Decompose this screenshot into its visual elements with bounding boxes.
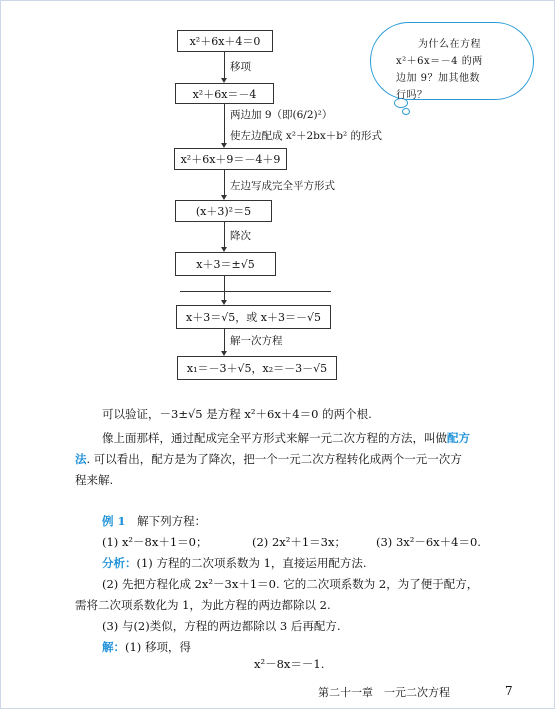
flow-label-6: 解一次方程 xyxy=(230,335,283,347)
flow-label-1: 移项 xyxy=(230,61,251,73)
bubble-line: 行吗？ xyxy=(396,90,428,101)
definition-text: 像上面那样，通过配成完全平方形式来解一元二次方程的方法，叫做 xyxy=(102,431,447,445)
example-label: 例 1 xyxy=(102,514,126,528)
flow-step-text: (x＋3)²＝5 xyxy=(195,205,252,218)
analysis-line-2: (2) 先把方程化成 2x²－3x＋1＝0. 它的二次项系数为 2，为了便于配方， xyxy=(102,577,479,591)
bubble-line: 边加 9？加其他数 xyxy=(396,73,481,84)
analysis-label: 分析： xyxy=(102,556,137,570)
definition-line-1 xyxy=(102,430,470,446)
solution-text: (1) 移项，得 xyxy=(125,640,191,654)
flow-step-5 xyxy=(175,252,276,276)
flow-connector xyxy=(224,222,225,249)
flow-step-1 xyxy=(177,30,273,52)
analysis-line-1 xyxy=(102,555,367,571)
flow-label-3: 使左边配成 x²＋2bx＋b² 的形式 xyxy=(230,130,383,142)
flow-step-7 xyxy=(177,356,337,380)
flow-step-text: x²＋6x＋4＝0 xyxy=(189,35,261,48)
flow-step-text: x₁＝－3＋√5，x₂＝－3－√5 xyxy=(186,362,328,375)
example-eq-2: (2) 2x²＋1＝3x； xyxy=(252,535,346,549)
flow-step-text: x²＋6x＋9＝－4＋9 xyxy=(180,153,281,166)
example-heading xyxy=(102,513,206,529)
definition-line-2 xyxy=(75,451,462,467)
flow-step-4 xyxy=(175,200,272,222)
flow-connector xyxy=(180,291,331,292)
example-eq-3: (3) 3x²－6x＋4＝0. xyxy=(376,535,481,549)
term-highlight: 法 xyxy=(75,452,87,466)
analysis-line-3: 需将二次项系数化为 1，为此方程的两边都除以 2. xyxy=(75,598,331,612)
bubble-line: 为什么在方程 xyxy=(418,39,481,50)
example-title: 解下列方程： xyxy=(137,514,207,528)
analysis-text: (1) 方程的二次项系数为 1，直接运用配方法. xyxy=(136,556,367,570)
bubble-dot-small xyxy=(402,108,410,115)
flow-step-text: x＋3＝√5，或 x＋3＝－√5 xyxy=(186,311,321,324)
example-eq-1: (1) x²－8x＋1＝0； xyxy=(102,535,208,549)
verify-paragraph: 可以验证，－3±√5 是方程 x²＋6x＋4＝0 的两个根. xyxy=(102,407,372,421)
bubble-text xyxy=(396,36,516,104)
flow-step-3 xyxy=(174,148,287,170)
analysis-line-4: (3) 与(2)类似，方程的两边都除以 3 后再配方. xyxy=(102,619,341,633)
page-number: 7 xyxy=(505,684,513,698)
solution-line xyxy=(102,639,191,655)
bubble-line: x²＋6x＝－4 的两 xyxy=(396,56,483,67)
solution-equation: x²－8x＝－1. xyxy=(254,657,325,671)
flow-step-2 xyxy=(175,83,274,104)
flow-label-2: 两边加 9（即(6/2)²） xyxy=(230,109,333,121)
definition-line-3: 程来解. xyxy=(75,473,114,487)
flow-step-text: x²＋6x＝－4 xyxy=(192,87,257,101)
flow-connector xyxy=(224,170,225,197)
flow-connector xyxy=(224,329,225,353)
flow-step-text: x＋3＝±√5 xyxy=(196,258,255,271)
flow-connector xyxy=(224,104,225,145)
chapter-footer: 第二十一章 一元二次方程 xyxy=(318,686,450,699)
definition-text: . 可以看出，配方是为了降次，把一个一元二次方程转化成两个一元一次方 xyxy=(86,452,462,466)
flow-connector xyxy=(224,276,225,302)
flow-label-4: 左边写成完全平方形式 xyxy=(230,180,335,192)
flow-connector xyxy=(224,52,225,80)
term-highlight: 配方 xyxy=(447,431,470,445)
flow-label-5: 降次 xyxy=(230,230,251,242)
flow-step-6 xyxy=(176,305,331,329)
solution-label: 解： xyxy=(102,640,125,654)
